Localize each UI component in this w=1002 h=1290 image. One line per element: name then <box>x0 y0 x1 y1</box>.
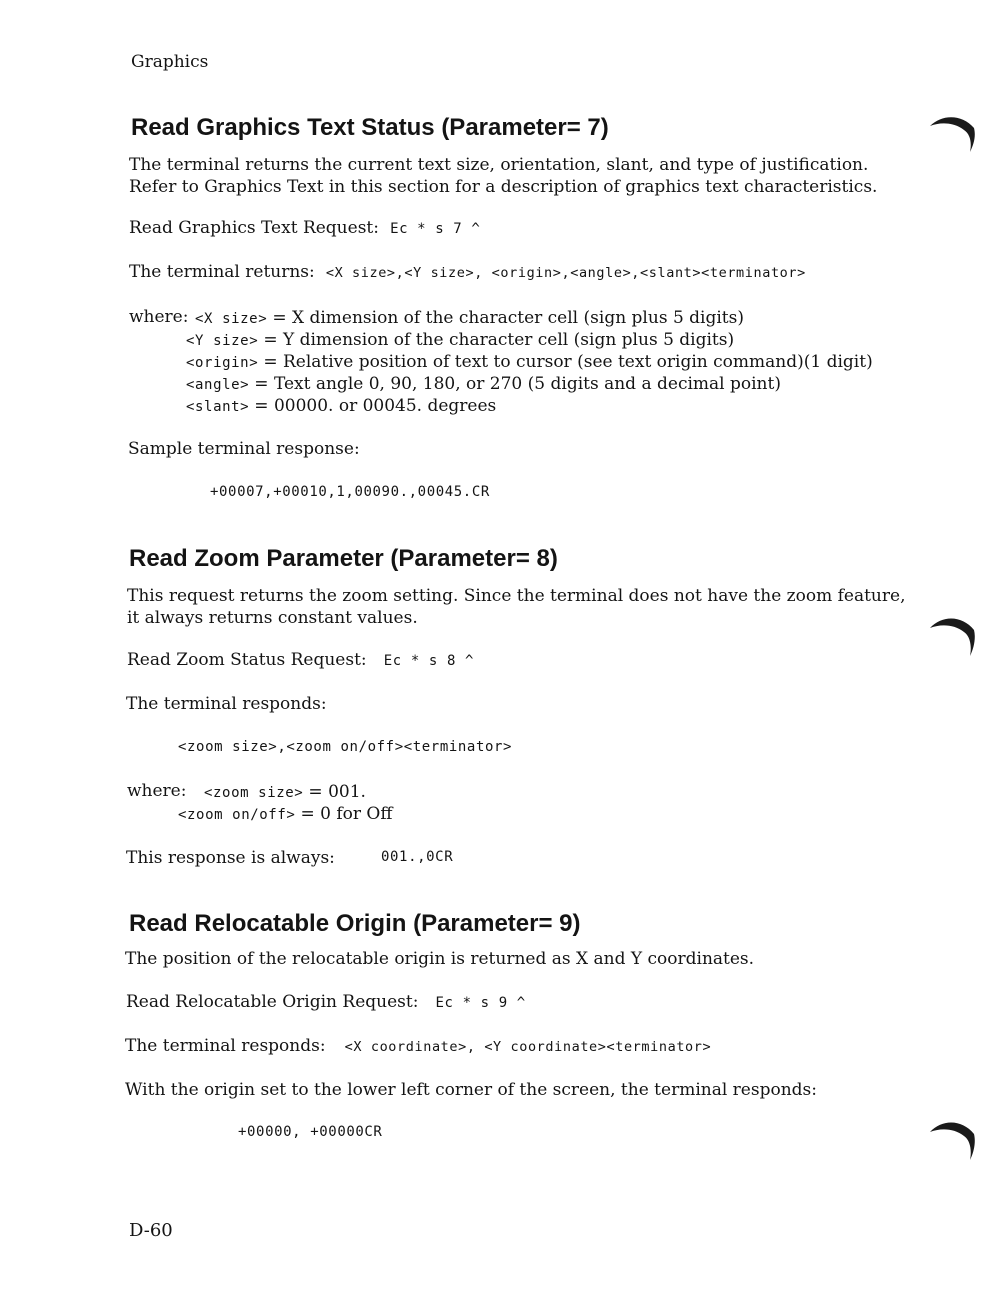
definition-zoom-on-off <box>178 803 392 825</box>
definition-code: <Y size> <box>186 333 259 349</box>
sample-response-code: +00007,+00010,1,00090.,00045.CR <box>210 484 490 500</box>
definition-origin <box>186 351 873 373</box>
definition-text: = X dimension of the character cell (sign plus 5 digits) <box>272 308 744 328</box>
definition-text: = 001. <box>308 782 366 802</box>
binder-hole-mark-top <box>928 112 978 156</box>
definition-y-size <box>186 329 734 351</box>
sample-response-label: Sample terminal response: <box>128 439 360 459</box>
zoom-responds-label: The terminal responds: <box>126 694 327 714</box>
returns-label: The terminal returns: <box>129 262 315 282</box>
origin-request-line <box>126 991 526 1013</box>
definition-text: = 0 for Off <box>300 804 393 824</box>
request-label: Read Graphics Text Request: <box>129 218 379 238</box>
definition-code: <slant> <box>186 399 250 415</box>
definition-code: <X size> <box>195 311 268 327</box>
definition-text: = Relative position of text to cursor (see text origin command)(1 digit) <box>263 352 873 372</box>
request-label: Read Relocatable Origin Request: <box>126 992 419 1012</box>
section-heading-relocatable-origin: Read Relocatable Origin (Parameter= 9) <box>129 910 581 937</box>
page-number: D-60 <box>129 1220 173 1241</box>
zoom-where-label: where: <box>127 781 187 801</box>
request-code: Ec * s 9 ^ <box>435 995 526 1011</box>
text-status-paragraph: The terminal returns the current text size, orientation, slant, and type of justification. Refer to Graphics Text in this section for a description of graphics text characteristics. <box>129 155 878 197</box>
request-code: Ec * s 8 ^ <box>383 653 475 669</box>
running-header: Graphics <box>131 52 209 72</box>
request-code: Ec * s 7 ^ <box>390 221 481 237</box>
binder-hole-mark-bottom <box>928 1116 978 1164</box>
always-code: 001.,0CR <box>381 849 454 865</box>
definition-zoom-size <box>204 781 366 803</box>
lower-left-text: With the origin set to the lower left corner of the screen, the terminal responds: <box>125 1080 817 1100</box>
section-heading-text-status: Read Graphics Text Status (Parameter= 7) <box>131 114 609 141</box>
definition-x-size <box>195 307 744 329</box>
definition-code: <angle> <box>186 377 250 393</box>
zoom-request-line <box>127 649 474 671</box>
always-label: This response is always: <box>126 848 335 868</box>
returns-code: <X size>,<Y size>, <origin>,<angle>,<slant><terminator> <box>325 265 806 281</box>
definition-text: = Text angle 0, 90, 180, or 270 (5 digits and a decimal point) <box>254 374 781 394</box>
responds-code: <X coordinate>, <Y coordinate><terminator> <box>344 1039 712 1055</box>
definition-code: <origin> <box>186 355 259 371</box>
definition-code: <zoom on/off> <box>178 807 296 823</box>
binder-hole-mark-middle <box>928 612 978 660</box>
definition-text: = Y dimension of the character cell (sign plus 5 digits) <box>263 330 735 350</box>
responds-label: The terminal responds: <box>125 1036 326 1056</box>
zoom-responds-code: <zoom size>,<zoom on/off><terminator> <box>178 739 513 755</box>
section-heading-zoom: Read Zoom Parameter (Parameter= 8) <box>129 545 558 572</box>
definition-angle <box>186 373 781 395</box>
where-label: where: <box>129 307 189 327</box>
zoom-paragraph: This request returns the zoom setting. Since the terminal does not have the zoom feature, it always returns constant values. <box>127 586 906 628</box>
origin-paragraph: The position of the relocatable origin is returned as X and Y coordinates. <box>125 949 755 969</box>
lower-left-code: +00000, +00000CR <box>238 1124 383 1140</box>
definition-slant <box>186 395 496 417</box>
text-status-returns-line <box>129 261 806 283</box>
definition-code: <zoom size> <box>204 785 304 801</box>
definition-text: = 00000. or 00045. degrees <box>254 396 497 416</box>
request-label: Read Zoom Status Request: <box>127 650 367 670</box>
origin-responds-line <box>125 1035 711 1057</box>
text-status-request-line <box>129 217 480 239</box>
